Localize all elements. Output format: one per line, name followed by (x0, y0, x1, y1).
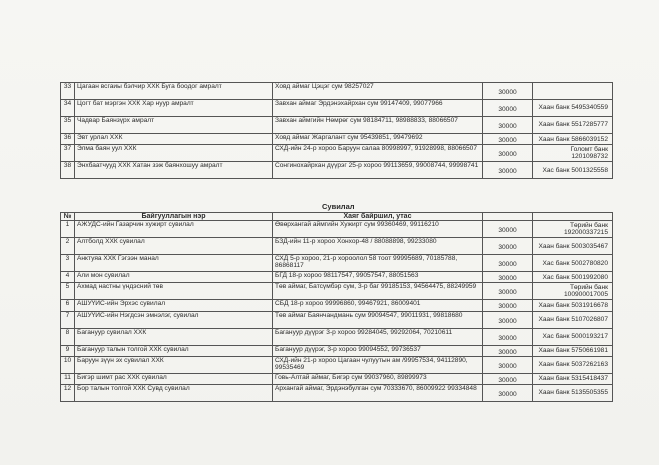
row-name: Чадвар Баянзүрх амралт (75, 117, 273, 134)
row-amount: 30000 (483, 272, 533, 283)
row-number: 38 (61, 162, 75, 179)
table-row (61, 162, 613, 179)
row-name: Ахмад настны үндэсний төв (75, 283, 273, 300)
section-title: Сувилал (322, 202, 355, 211)
table-row (61, 272, 613, 283)
row-amount: 30000 (483, 117, 533, 134)
row-number: 11 (61, 373, 75, 384)
row-bank: Хаан банк 5037262163 (533, 356, 613, 373)
row-bank: Хаан банк 5495340559 (533, 100, 613, 117)
row-address: Говь-Алтай аймаг, Бигэр сум 99037960, 89899973 (273, 373, 483, 384)
row-bank: Хаан банк 5107026807 (533, 311, 613, 328)
row-bank: Хаан банк 5135505355 (533, 385, 613, 402)
row-bank: Хаан банк 5003035467 (533, 238, 613, 255)
row-bank: Төрийн банк 192000337215 (533, 221, 613, 238)
row-number: 9 (61, 345, 75, 356)
row-amount: 30000 (483, 300, 533, 311)
row-address: СХД 5-р хороо, 21-р хороолол 58 тоот 99995689, 70185788, 86868117 (273, 255, 483, 272)
row-amount: 30000 (483, 283, 533, 300)
row-amount: 30000 (483, 83, 533, 100)
row-bank: Хаан банк 5517285777 (533, 117, 613, 134)
table-row (61, 255, 613, 272)
header-address: Хаяг байршил, утас (273, 213, 483, 221)
table-row (61, 283, 613, 300)
row-address: Төв аймаг Баянчандмань сум 99094547, 99011931, 99818680 (273, 311, 483, 328)
row-name: Баруун зүүн эх сувилал ХХК (75, 356, 273, 373)
row-name: Энхбаатчууд ХХК Хатан зэж баянхошуу амралт (75, 162, 273, 179)
row-number: 3 (61, 255, 75, 272)
row-amount: 30000 (483, 134, 533, 145)
header-amount (483, 213, 533, 221)
sanatorium-table-body (61, 221, 613, 402)
row-amount: 30000 (483, 356, 533, 373)
header-number: № (61, 213, 75, 221)
table-row (61, 356, 613, 373)
row-number: 34 (61, 100, 75, 117)
table-row (61, 221, 613, 238)
row-bank: Хас банк 5001325558 (533, 162, 613, 179)
row-name: Багануур талын толгой ХХК сувилал (75, 345, 273, 356)
table-row (61, 100, 613, 117)
row-bank: Төрийн банк 100900017005 (533, 283, 613, 300)
header-name: Байгууллагын нэр (75, 213, 273, 221)
row-bank: Хас банк 5001992080 (533, 272, 613, 283)
table-row (61, 345, 613, 356)
row-amount: 30000 (483, 145, 533, 162)
row-address: СХД-ийн 21-р хороо Цагаан чулуутын ам /99957534, 94112890, 99535469 (273, 356, 483, 373)
row-name: Багануур сувилал ХХК (75, 328, 273, 345)
table-row (61, 145, 613, 162)
row-name: АШУҮИС-ийн Эрхэс сувилал (75, 300, 273, 311)
row-amount: 30000 (483, 100, 533, 117)
table-row (61, 311, 613, 328)
row-amount: 30000 (483, 311, 533, 328)
row-amount: 30000 (483, 345, 533, 356)
row-number: 2 (61, 238, 75, 255)
row-address: Багануур дүүрэг 3-р хороо 99284045, 99292064, 70210611 (273, 328, 483, 345)
row-number: 36 (61, 134, 75, 145)
table-row (61, 134, 613, 145)
row-amount: 30000 (483, 238, 533, 255)
row-address: Ховд аймаг Цэцэг сум 98257027 (273, 83, 483, 100)
row-name: Элма баян уул ХХК (75, 145, 273, 162)
row-number: 37 (61, 145, 75, 162)
table-row (61, 117, 613, 134)
row-amount: 30000 (483, 373, 533, 384)
row-address: БЗД-ийн 11-р хороо Хонхор-48 / 88088898, 99233080 (273, 238, 483, 255)
row-address: Өвөрхангай аймгийн Хужирт сум 99360469, 99116210 (273, 221, 483, 238)
row-bank: Хас банк 5000193217 (533, 328, 613, 345)
row-number: 1 (61, 221, 75, 238)
row-amount: 30000 (483, 255, 533, 272)
row-name: Эвт урлал ХХК (75, 134, 273, 145)
table-row (61, 385, 613, 402)
row-address: БГД 18-р хороо 98117547, 99057547, 88051563 (273, 272, 483, 283)
row-address: Төв аймаг, Батсүмбэр сум, 3-р баг 99185153, 94564475, 88249959 (273, 283, 483, 300)
row-address: Ховд аймаг Жаргалант сум 95439851, 99479692 (273, 134, 483, 145)
row-address: Багануур дүүрэг, 3-р хороо 99094552, 99736537 (273, 345, 483, 356)
row-amount: 30000 (483, 328, 533, 345)
table-row (61, 238, 613, 255)
row-bank (533, 83, 613, 100)
row-name: Али мон сувилал (75, 272, 273, 283)
row-name: Бигэр шимт рас ХХК сувилал (75, 373, 273, 384)
row-number: 7 (61, 311, 75, 328)
row-number: 33 (61, 83, 75, 100)
table-row (61, 373, 613, 384)
row-address: Сонгинохайрхан дүүрэг 25-р хороо 99113659, 99008744, 99998741 (273, 162, 483, 179)
row-address: Архангай аймаг, Эрдэнэбулган сум 70333670, 86009922 99334848 (273, 385, 483, 402)
row-number: 8 (61, 328, 75, 345)
row-amount: 30000 (483, 385, 533, 402)
row-number: 35 (61, 117, 75, 134)
table-header-row (61, 213, 613, 221)
row-name: Цагаан всгаиы бэлчир ХХК Буга боодог амралт (75, 83, 273, 100)
row-name: Цогт бат мэргэн ХХК Хар нуур амралт (75, 100, 273, 117)
row-number: 5 (61, 283, 75, 300)
row-bank: Хаан банк 5750661981 (533, 345, 613, 356)
row-number: 4 (61, 272, 75, 283)
row-address: Завхан аймгийн Нөмрөг сум 98184711, 98988833, 88066507 (273, 117, 483, 134)
row-name: АЖУДС-ийн Газарчин хужирт сувилал (75, 221, 273, 238)
row-bank: Хаан банк 5315418437 (533, 373, 613, 384)
row-bank: Голомт банк 1201098732 (533, 145, 613, 162)
sanatorium-table (60, 212, 613, 402)
row-number: 10 (61, 356, 75, 373)
header-bank (533, 213, 613, 221)
row-name: Бор талын толгой ХХК Сувд сувилал (75, 385, 273, 402)
row-number: 12 (61, 385, 75, 402)
row-address: СБД 18-р хороо 99996860, 99467921, 86009401 (273, 300, 483, 311)
table-row (61, 83, 613, 100)
table-row (61, 328, 613, 345)
row-amount: 30000 (483, 221, 533, 238)
row-bank: Хаан банк 5866039152 (533, 134, 613, 145)
row-name: Алтболд ХХК сувилал (75, 238, 273, 255)
row-address: Завхан аймаг Эрдэнэхайрхан сум 99147409, 99077966 (273, 100, 483, 117)
row-number: 6 (61, 300, 75, 311)
row-address: СХД-ийн 24-р хороо Баруун салаа 80998997, 91928998, 88066507 (273, 145, 483, 162)
row-bank: Хас банк 5002780820 (533, 255, 613, 272)
resort-table-body (61, 83, 613, 179)
row-amount: 30000 (483, 162, 533, 179)
resort-table (60, 82, 613, 179)
row-bank: Хаан банк 5031916678 (533, 300, 613, 311)
row-name: Анктуяа ХХК Гэгээн манал (75, 255, 273, 272)
table-row (61, 300, 613, 311)
row-name: АШУҮИС-ийн Нэгдсэн эмнэлэг, сувилал (75, 311, 273, 328)
